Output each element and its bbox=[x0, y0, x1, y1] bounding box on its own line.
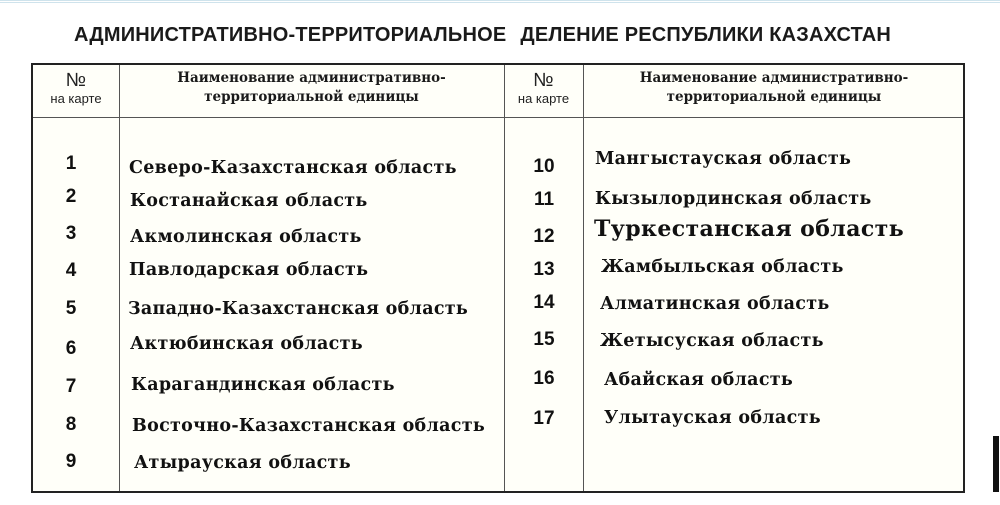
region-number: 8 bbox=[65, 414, 77, 435]
region-name: Восточно-Казахстанская область bbox=[132, 416, 486, 436]
region-number: 16 bbox=[533, 368, 555, 389]
region-number: 11 bbox=[533, 189, 555, 210]
region-name: Кызылординская область bbox=[595, 189, 872, 209]
header-unit-name-left bbox=[119, 69, 504, 107]
region-number: 2 bbox=[65, 186, 77, 207]
regions-table bbox=[31, 63, 965, 493]
header-name-line1: Наименование административно- bbox=[177, 70, 446, 86]
region-name: Жамбыльская область bbox=[601, 257, 844, 277]
page-title bbox=[74, 17, 1000, 53]
region-name: Карагандинская область bbox=[131, 375, 395, 395]
region-number: 13 bbox=[533, 259, 555, 280]
header-number-sub: на карте bbox=[50, 91, 102, 106]
header-number-symbol: № bbox=[65, 70, 87, 91]
region-name: Павлодарская область bbox=[129, 260, 369, 280]
header-name-line2: территориальной единицы bbox=[204, 89, 419, 105]
region-number: 1 bbox=[65, 153, 77, 174]
region-name: Улытауская область bbox=[604, 408, 821, 428]
region-number: 5 bbox=[65, 298, 77, 319]
region-name: Западно-Казахстанская область bbox=[128, 299, 469, 319]
column-divider bbox=[504, 65, 505, 491]
header-number-symbol: № bbox=[533, 70, 554, 91]
region-name: Костанайская область bbox=[130, 191, 368, 211]
region-number: 6 bbox=[65, 338, 77, 359]
header-map-number-left bbox=[33, 71, 119, 107]
region-name: Алматинская область bbox=[600, 294, 830, 314]
header-name-line1: Наименование административно- bbox=[639, 70, 909, 86]
region-name: Северо-Казахстанская область bbox=[129, 158, 457, 178]
header-map-number-right bbox=[504, 71, 583, 107]
title-right: ДЕЛЕНИЕ РЕСПУБЛИКИ КАЗАХСТАН bbox=[520, 24, 892, 46]
header-number-sub: на карте bbox=[517, 91, 570, 106]
edge-mark bbox=[993, 436, 999, 492]
region-name: Жетысуская область bbox=[600, 331, 824, 351]
column-divider bbox=[119, 65, 120, 491]
region-number: 12 bbox=[533, 226, 555, 247]
header-name-line2: территориальной единицы bbox=[666, 89, 882, 105]
region-number: 7 bbox=[65, 376, 77, 397]
region-name: Абайская область bbox=[604, 370, 794, 390]
region-number: 15 bbox=[533, 329, 555, 350]
region-number: 3 bbox=[65, 223, 77, 244]
region-number: 4 bbox=[65, 260, 77, 281]
region-name: Актюбинская область bbox=[130, 334, 363, 354]
region-number: 14 bbox=[533, 292, 555, 313]
column-divider bbox=[583, 65, 584, 491]
region-name: Атырауская область bbox=[134, 453, 351, 473]
region-name: Туркестанская область bbox=[594, 216, 905, 242]
title-left: АДМИНИСТРАТИВНО-ТЕРРИТОРИАЛЬНОЕ bbox=[74, 24, 507, 46]
region-number: 9 bbox=[65, 451, 77, 472]
region-name: Мангыстауская область bbox=[595, 149, 852, 169]
region-name: Акмолинская область bbox=[130, 227, 362, 247]
header-divider bbox=[33, 117, 963, 118]
top-border-strip bbox=[0, 0, 1000, 6]
region-number: 17 bbox=[533, 408, 555, 429]
region-number: 10 bbox=[533, 156, 555, 177]
header-unit-name-right bbox=[583, 69, 965, 107]
